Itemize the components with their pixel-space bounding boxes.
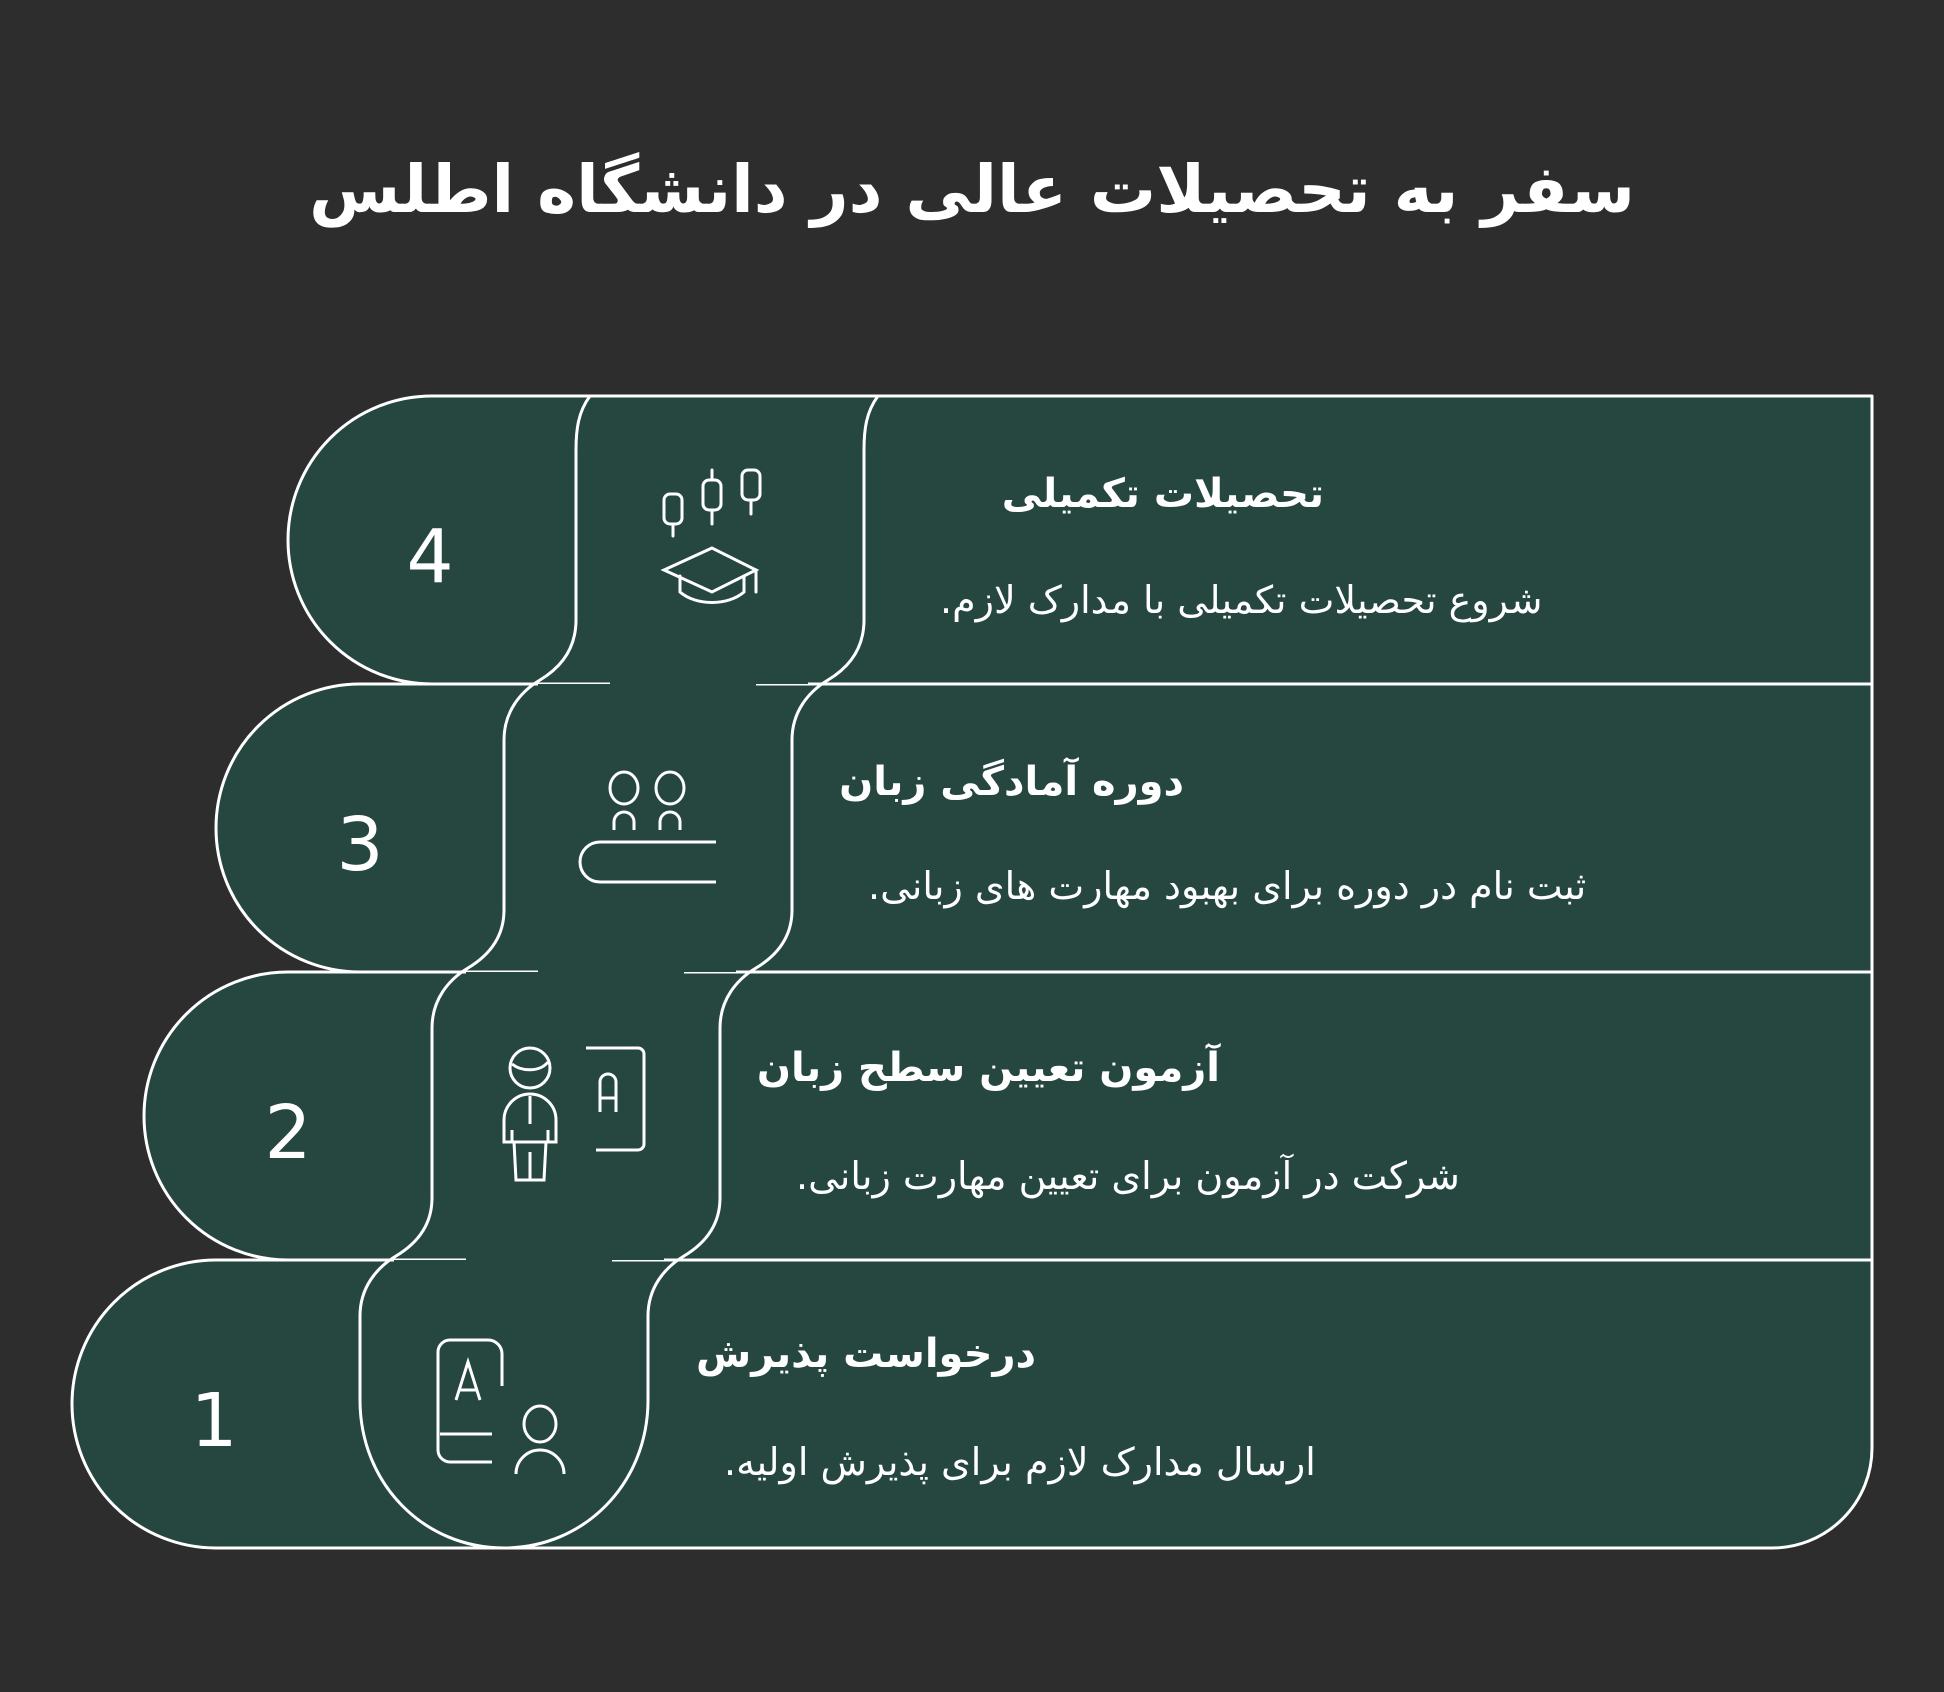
document-applicant-icon [436,1334,572,1474]
step-1-number: 1 [190,1378,238,1464]
step-1-description: .ارسال مدارک لازم برای پذیرش اولیه [724,1440,1316,1484]
step-2-number: 2 [264,1090,312,1176]
step-4-title: تحصیلات تکمیلی [1001,471,1324,517]
step-3-title: دوره آمادگی زبان [839,759,1184,805]
step-1-title: درخواست پذیرش [696,1331,1036,1377]
step-2-description: .شرکت در آزمون برای تعیین مهارت زبانی [796,1154,1460,1198]
step-3-number: 3 [336,802,384,888]
step-3-description: .ثبت نام در دوره برای بهبود مهارت های زبانی [868,864,1587,908]
teacher-board-icon [500,1040,650,1192]
step-2-panel [144,972,1872,1260]
step-1-panel [72,1260,1872,1548]
step-4-number: 4 [406,514,454,600]
graduation-cap-chart-icon [660,468,772,616]
classroom-students-icon [576,770,722,890]
step-4-description: .شروع تحصیلات تکمیلی با مدارک لازم [940,578,1543,622]
step-2-title: آزمون تعیین سطح زبان [756,1045,1220,1091]
step-3-panel [216,684,1872,972]
diagram-title: سفر به تحصیلات عالی در دانشگاه اطلس [309,151,1635,228]
step-4-panel [288,396,1872,684]
